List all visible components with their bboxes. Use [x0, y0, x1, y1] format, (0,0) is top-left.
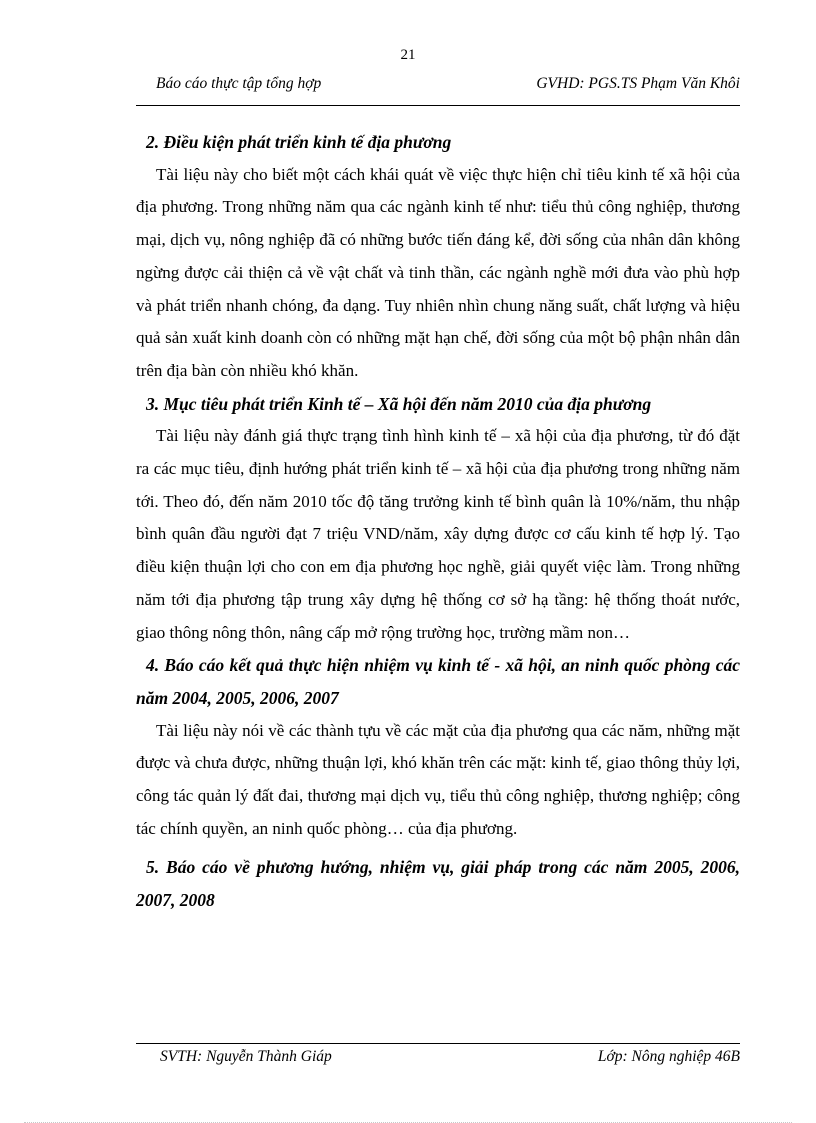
section-heading-2: 2. Điều kiện phát triển kinh tế địa phương	[146, 132, 452, 152]
header-supervisor: GVHD: PGS.TS Phạm Văn Khôi	[536, 75, 740, 92]
footer-rule	[136, 1043, 740, 1044]
section-body-2: Tài liệu này cho biết một cách khái quát về việc thực hiện chỉ tiêu kinh tế xã hội của địa phương. Trong những năm qua các ngành kinh tế như: tiểu thủ công nghiệp, thương mại, dịch vụ, nông nghiệp đã có những bước tiến đáng kể, đời sống của nhân dân không ngừng được cải thiện cả về vật chất và tinh thần, các ngành nghề mới đưa vào phù hợp và phát triển nhanh chóng, đa dạng. Tuy nhiên nhìn chung năng suất, chất lượng và hiệu quả sản xuất kinh doanh còn có những mặt hạn chế, đời sống của một bộ phận nhân dân trên địa bàn còn nhiều khó khăn.	[136, 164, 740, 380]
footer-student: SVTH: Nguyễn Thành Giáp	[160, 1048, 332, 1065]
page-header	[136, 75, 740, 97]
section-body-4: Tài liệu này nói về các thành tựu về các mặt của địa phương qua các năm, những mặt được và chưa được, những thuận lợi, khó khăn trên các mặt: kinh tế, giao thông thủy lợi, công tác quản lý đất đai, thương mại dịch vụ, tiểu thủ công nghiệp, thương nghiệp; công tác chính quyền, an ninh quốc phòng… của địa phương.	[136, 720, 740, 838]
section-heading-5: 5. Báo cáo về phương hướng, nhiệm vụ, giải pháp trong các năm 2005, 2006, 2007, 2008	[136, 857, 740, 911]
footer-class: Lớp: Nông nghiệp 46B	[597, 1048, 740, 1065]
page-content	[136, 126, 740, 917]
page-number: 21	[400, 47, 416, 63]
header-rule	[136, 105, 740, 106]
header-report-title: Báo cáo thực tập tổng hợp	[156, 75, 322, 92]
section-heading-4: 4. Báo cáo kết quả thực hiện nhiệm vụ kinh tế - xã hội, an ninh quốc phòng các năm 2004, 2005, 2006, 2007	[136, 655, 740, 708]
section-heading-3: 3. Mục tiêu phát triển Kinh tế – Xã hội đến năm 2010 của địa phương	[146, 393, 652, 414]
section-body-3: Tài liệu này đánh giá thực trạng tình hình kinh tế – xã hội của địa phương, từ đó đặt ra các mục tiêu, định hướng phát triển kinh tế – xã hội của địa phương trong những năm tới. Theo đó, đến năm 2010 tốc độ tăng trưởng kinh tế bình quân là 10%/năm, thu nhập bình quân đầu người đạt 7 triệu VND/năm, xây dựng được cơ cấu kinh tế hợp lý. Tạo điều kiện thuận lợi cho con em địa phương học nghề, giải quyết việc làm. Trong những năm tới địa phương tập trung xây dựng hệ thống cơ sở hạ tầng: hệ thống thoát nước, giao thông nông thôn, nâng cấp mở rộng trường học, trường mầm non…	[136, 426, 740, 642]
